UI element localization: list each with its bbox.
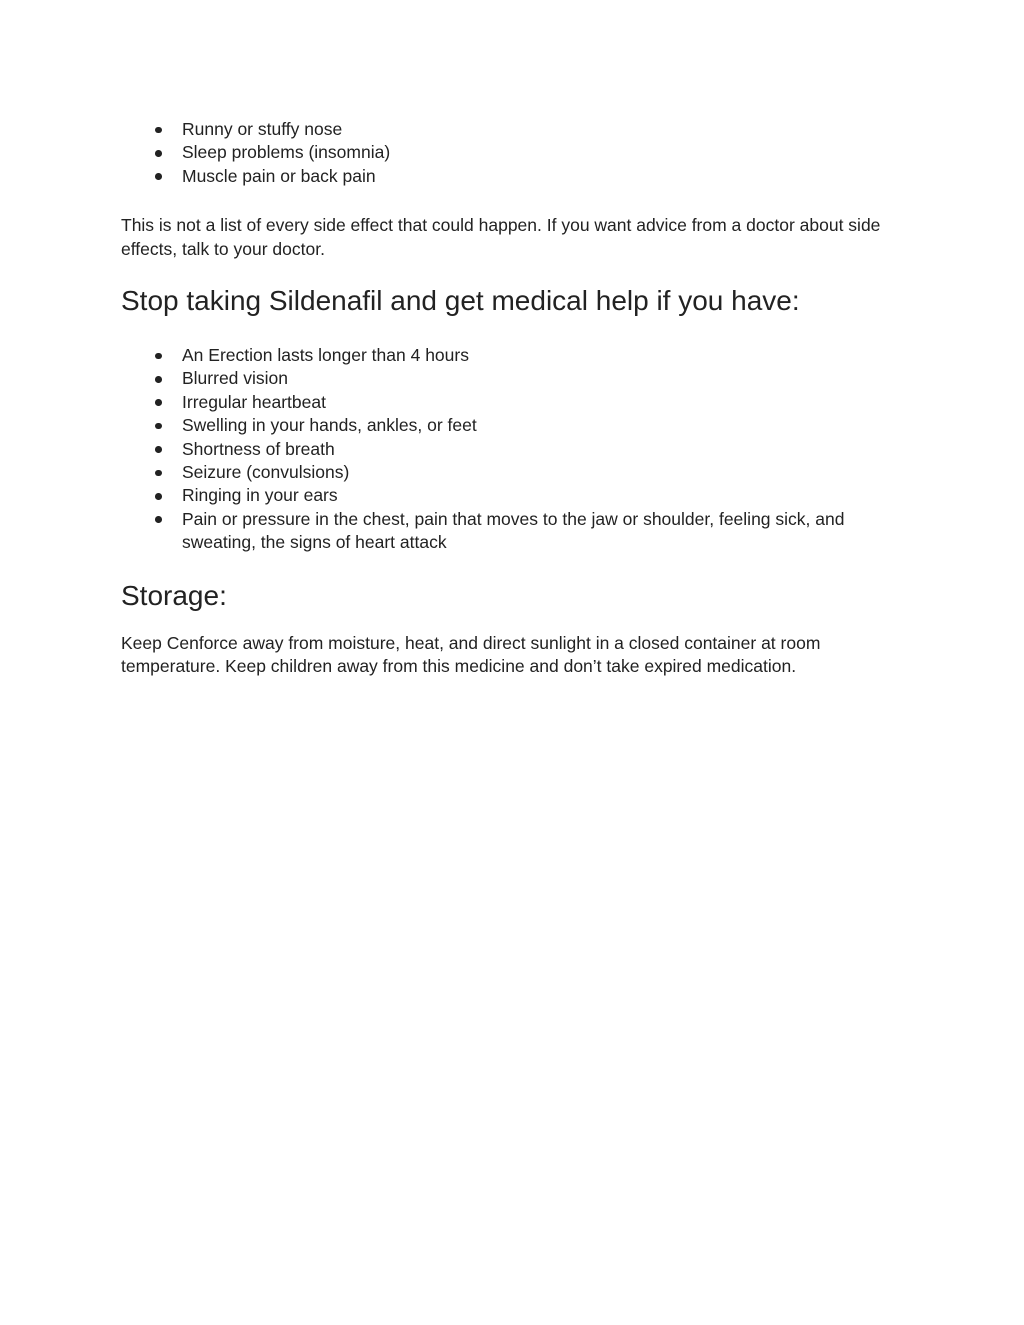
bullet-icon — [155, 376, 162, 383]
bullet-icon — [155, 446, 162, 453]
bullet-icon — [155, 399, 162, 406]
list-item — [121, 141, 904, 164]
bullet-icon — [155, 470, 162, 477]
list-item-text: Swelling in your hands, ankles, or feet — [182, 415, 477, 436]
bullet-icon — [155, 423, 162, 430]
warning-list — [121, 344, 904, 555]
storage-heading: Storage: — [121, 579, 227, 611]
advice-paragraph: This is not a list of every side effect that could happen. If you want advice from a doctor about side effects, talk to your doctor. — [121, 215, 881, 259]
list-item-text: Irregular heartbeat — [182, 391, 326, 412]
bullet-icon — [155, 353, 162, 360]
list-item-text: An Erection lasts longer than 4 hours — [182, 345, 469, 366]
side-effects-list — [121, 118, 904, 188]
list-item — [121, 484, 904, 507]
list-item-text: Blurred vision — [182, 368, 289, 389]
list-item-text: Ringing in your ears — [182, 485, 338, 506]
list-item — [121, 461, 904, 484]
list-item — [121, 391, 904, 414]
list-item — [121, 118, 904, 141]
list-item-text: Shortness of breath — [182, 438, 335, 459]
list-item-text: Sleep problems (insomnia) — [182, 142, 391, 163]
bullet-icon — [155, 493, 162, 500]
list-item — [121, 508, 904, 555]
list-item — [121, 367, 904, 390]
list-item — [121, 344, 904, 367]
bullet-icon — [155, 516, 162, 523]
stop-taking-heading: Stop taking Sildenafil and get medical help if you have: — [121, 285, 800, 317]
storage-paragraph: Keep Cenforce away from moisture, heat, and direct sunlight in a closed container at room temperature. Keep children away from this medicine and don’t take expired medication. — [121, 632, 821, 677]
list-item — [121, 165, 904, 188]
bullet-icon — [155, 150, 162, 157]
list-item-text: Muscle pain or back pain — [182, 165, 376, 186]
list-item — [121, 414, 904, 437]
list-item-text: Runny or stuffy nose — [182, 119, 343, 139]
list-item-text: Seizure (convulsions) — [182, 462, 350, 483]
bullet-icon — [155, 127, 162, 134]
list-item-text: Pain or pressure in the chest, pain that moves to the jaw or shoulder, feeling sick, and sweating, the signs of heart attack — [182, 508, 845, 553]
list-item — [121, 438, 904, 461]
bullet-icon — [155, 173, 162, 180]
